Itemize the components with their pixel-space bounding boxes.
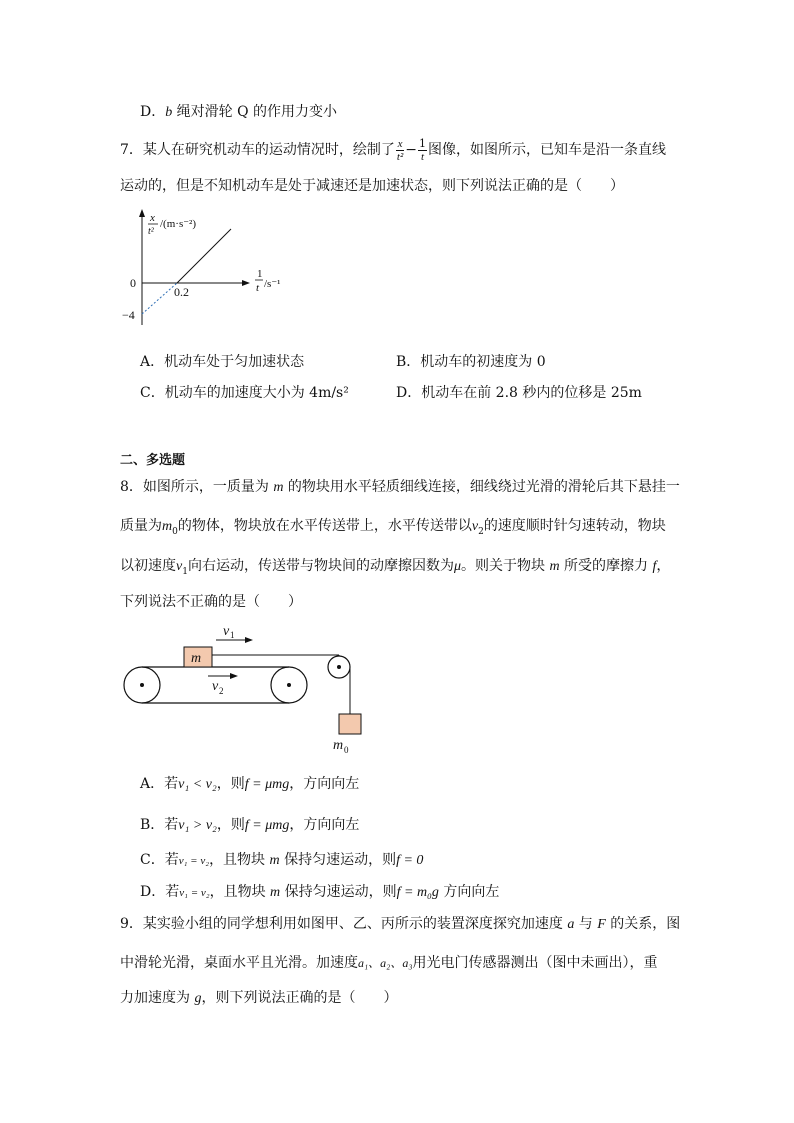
q8-b-cond: v₁ > v₂	[178, 818, 217, 833]
q8-l3d: 所受的摩擦力	[559, 558, 653, 574]
q8-d-cond: v₁ = v₂	[179, 887, 210, 899]
v2-sub: 2	[219, 686, 224, 696]
q7-frac2-num: 1	[419, 136, 426, 150]
q7-option-d: D．机动车在前 2.8 秒内的位移是 25m	[396, 385, 642, 401]
q7-frac2	[418, 138, 427, 163]
q7-frac2-den: t	[420, 150, 425, 163]
q8-d-s: 方向向左	[438, 884, 500, 900]
q8-l1a: 8．如图所示，一质量为	[120, 479, 274, 495]
q8-option-b	[140, 815, 359, 836]
q9-l3-g: g	[194, 991, 202, 1006]
q8-l3-m: m	[549, 559, 560, 574]
q7-graph-x-intercept: 0.2	[174, 285, 189, 299]
q8-l3-v: v	[176, 559, 183, 574]
section-title: 二、多选题	[120, 453, 186, 468]
q8-l2-v: v	[471, 519, 479, 534]
q7-minus: −	[405, 142, 417, 158]
q9-l1c: 的关系，图	[605, 916, 681, 932]
q9-l2: 中滑轮光滑，桌面水平且光滑。加速度	[120, 955, 358, 971]
q7-frac1	[396, 138, 404, 163]
v1-arrow-head	[245, 637, 253, 643]
right-roller-axle	[287, 683, 291, 687]
q9-l1-a: a	[567, 917, 575, 932]
q8-b-p: B．若	[140, 817, 179, 833]
q8-l2-v-sub: 2	[478, 526, 484, 537]
q8-l2c: 的速度顺时针匀速转动，物块	[483, 518, 666, 534]
q6-option-d	[140, 102, 337, 123]
q8-figure	[118, 618, 368, 758]
q8-c-r: 保持匀速运动，则	[279, 852, 397, 868]
q9-l1b: 与	[574, 916, 598, 932]
q8-a-eq: f = μmg	[244, 777, 290, 792]
q8-d-r: 保持匀速运动，则	[280, 884, 397, 900]
q8-a-q: ，则	[216, 776, 245, 792]
q8-d-q: ，且物块	[209, 884, 271, 900]
q7-graph-origin-label: 0	[130, 276, 136, 290]
q9-l3a: 力加速度为	[120, 990, 195, 1006]
q8-a-r: ，方向向左	[289, 776, 360, 792]
q8-stem-line1	[120, 477, 680, 498]
q8-l3-f: f	[652, 559, 657, 574]
q6-option-d-text: 绳对滑轮 Q 的作用力变小	[172, 104, 338, 120]
q7-graph-x-unit: /s⁻¹	[264, 278, 281, 290]
q8-l2-m0-sub: 0	[172, 526, 178, 537]
q8-stem-line3	[120, 556, 670, 582]
v2-arrow-head	[230, 673, 238, 679]
q9-stem-line2	[120, 953, 658, 973]
hanging-mass	[339, 714, 361, 734]
q9-l1-F: F	[597, 917, 606, 932]
q8-l3b: 向右运动，传送带与物块间的动摩擦因数为	[187, 558, 454, 574]
q9-l2b: 用光电门传感器测出（图中未画出），重	[412, 955, 658, 971]
v1-label: v	[223, 624, 230, 639]
q8-b-eq: f = μmg	[244, 818, 290, 833]
hanging-mass-label: m	[333, 738, 344, 753]
q8-b-q: ，则	[216, 817, 245, 833]
hanging-mass-sub: 0	[344, 745, 349, 755]
q7-graph-x-arrow	[242, 280, 250, 286]
q7-graph	[120, 205, 300, 330]
q7-graph-y-label-num: x	[150, 212, 155, 224]
q8-option-c	[140, 850, 423, 871]
q8-c-q: ，且物块	[209, 852, 270, 868]
q7-graph-dashed-line	[142, 283, 177, 314]
q8-a-p: A．若	[140, 776, 179, 792]
q8-option-d	[140, 882, 499, 903]
q7-option-c: C．机动车的加速度大小为 4m/s²	[140, 385, 349, 401]
q7-stem-line2	[120, 176, 624, 196]
q8-l3a: 以初速度	[120, 558, 176, 574]
pulley-axle	[337, 665, 341, 669]
q8-d-eq: f = m₀g	[396, 885, 439, 900]
q8-option-a	[140, 774, 359, 795]
q8-l3-v-sub: 1	[182, 566, 188, 577]
q7-graph-y-arrow	[139, 209, 145, 217]
q7-frac1-den: t²	[396, 150, 404, 163]
q7-stem-1b: 图像，如图所示，已知车是沿一条直线	[428, 142, 666, 158]
q8-c-eq: f = 0	[396, 853, 424, 868]
q8-l1b: 的物块用水平轻质细线连接，细线绕过光滑的滑轮后其下悬挂一	[283, 479, 680, 495]
q9-l2-a: a₁、a₂、a₃	[358, 956, 413, 970]
q7-graph-x-label-num: 1	[257, 268, 263, 280]
q8-l3-mu: μ	[453, 559, 461, 574]
q8-l2a: 质量为	[120, 518, 162, 534]
v2-label: v	[212, 679, 219, 694]
q8-stem-line4	[120, 592, 302, 612]
q8-l3c: 。则关于物块	[460, 558, 550, 574]
q7-graph-y-unit: /(m·s⁻²)	[160, 218, 196, 230]
q8-c-m: m	[269, 853, 280, 868]
q7-graph-x-label-den: t	[256, 282, 260, 294]
q7-graph-y-label-den: t²	[148, 226, 154, 237]
q9-stem-line1	[120, 914, 680, 935]
q8-l2-m0: m	[162, 519, 173, 534]
q8-b-r: ，方向向左	[289, 817, 360, 833]
q7-frac1-num: x	[397, 137, 403, 150]
q9-l3b: ，则下列说法正确的是（ ）	[201, 990, 398, 1006]
q8-l2b: 的物体，物块放在水平传送带上，水平传送带以	[177, 518, 472, 534]
q8-d-p: D．若	[140, 884, 180, 900]
q8-c-cond: v₁ = v₂	[178, 855, 210, 867]
q8-l4: 下列说法不正确的是（ ）	[120, 594, 302, 610]
q8-d-m: m	[270, 885, 281, 900]
q7-stem-line1	[120, 137, 666, 163]
left-roller-axle	[140, 683, 144, 687]
q8-c-p: C．若	[140, 852, 179, 868]
q6-option-d-var: b	[165, 105, 173, 120]
v1-sub: 1	[230, 630, 235, 640]
q8-stem-line2	[120, 516, 666, 542]
q8-a-cond: v₁ < v₂	[178, 777, 217, 792]
q7-graph-solid-line	[177, 229, 231, 283]
q8-l3e: ，	[656, 558, 671, 574]
q8-l1-m: m	[273, 480, 284, 495]
q7-graph-y-intercept: −4	[122, 308, 135, 322]
q6-option-d-prefix: D．	[140, 104, 166, 120]
q7-stem-1a: 7．某人在研究机动车的运动情况时，绘制了	[120, 142, 395, 158]
q7-option-b: B．机动车的初速度为 0	[396, 354, 546, 370]
q9-stem-line3	[120, 988, 397, 1009]
block-m-label: m	[191, 651, 202, 666]
q7-option-a: A．机动车处于匀加速状态	[140, 354, 305, 370]
q9-l1a: 9．某实验小组的同学想利用如图甲、乙、丙所示的装置深度探究加速度	[120, 916, 568, 932]
q7-stem-2: 运动的，但是不知机动车是处于减速还是加速状态，则下列说法正确的是（ ）	[120, 178, 624, 194]
